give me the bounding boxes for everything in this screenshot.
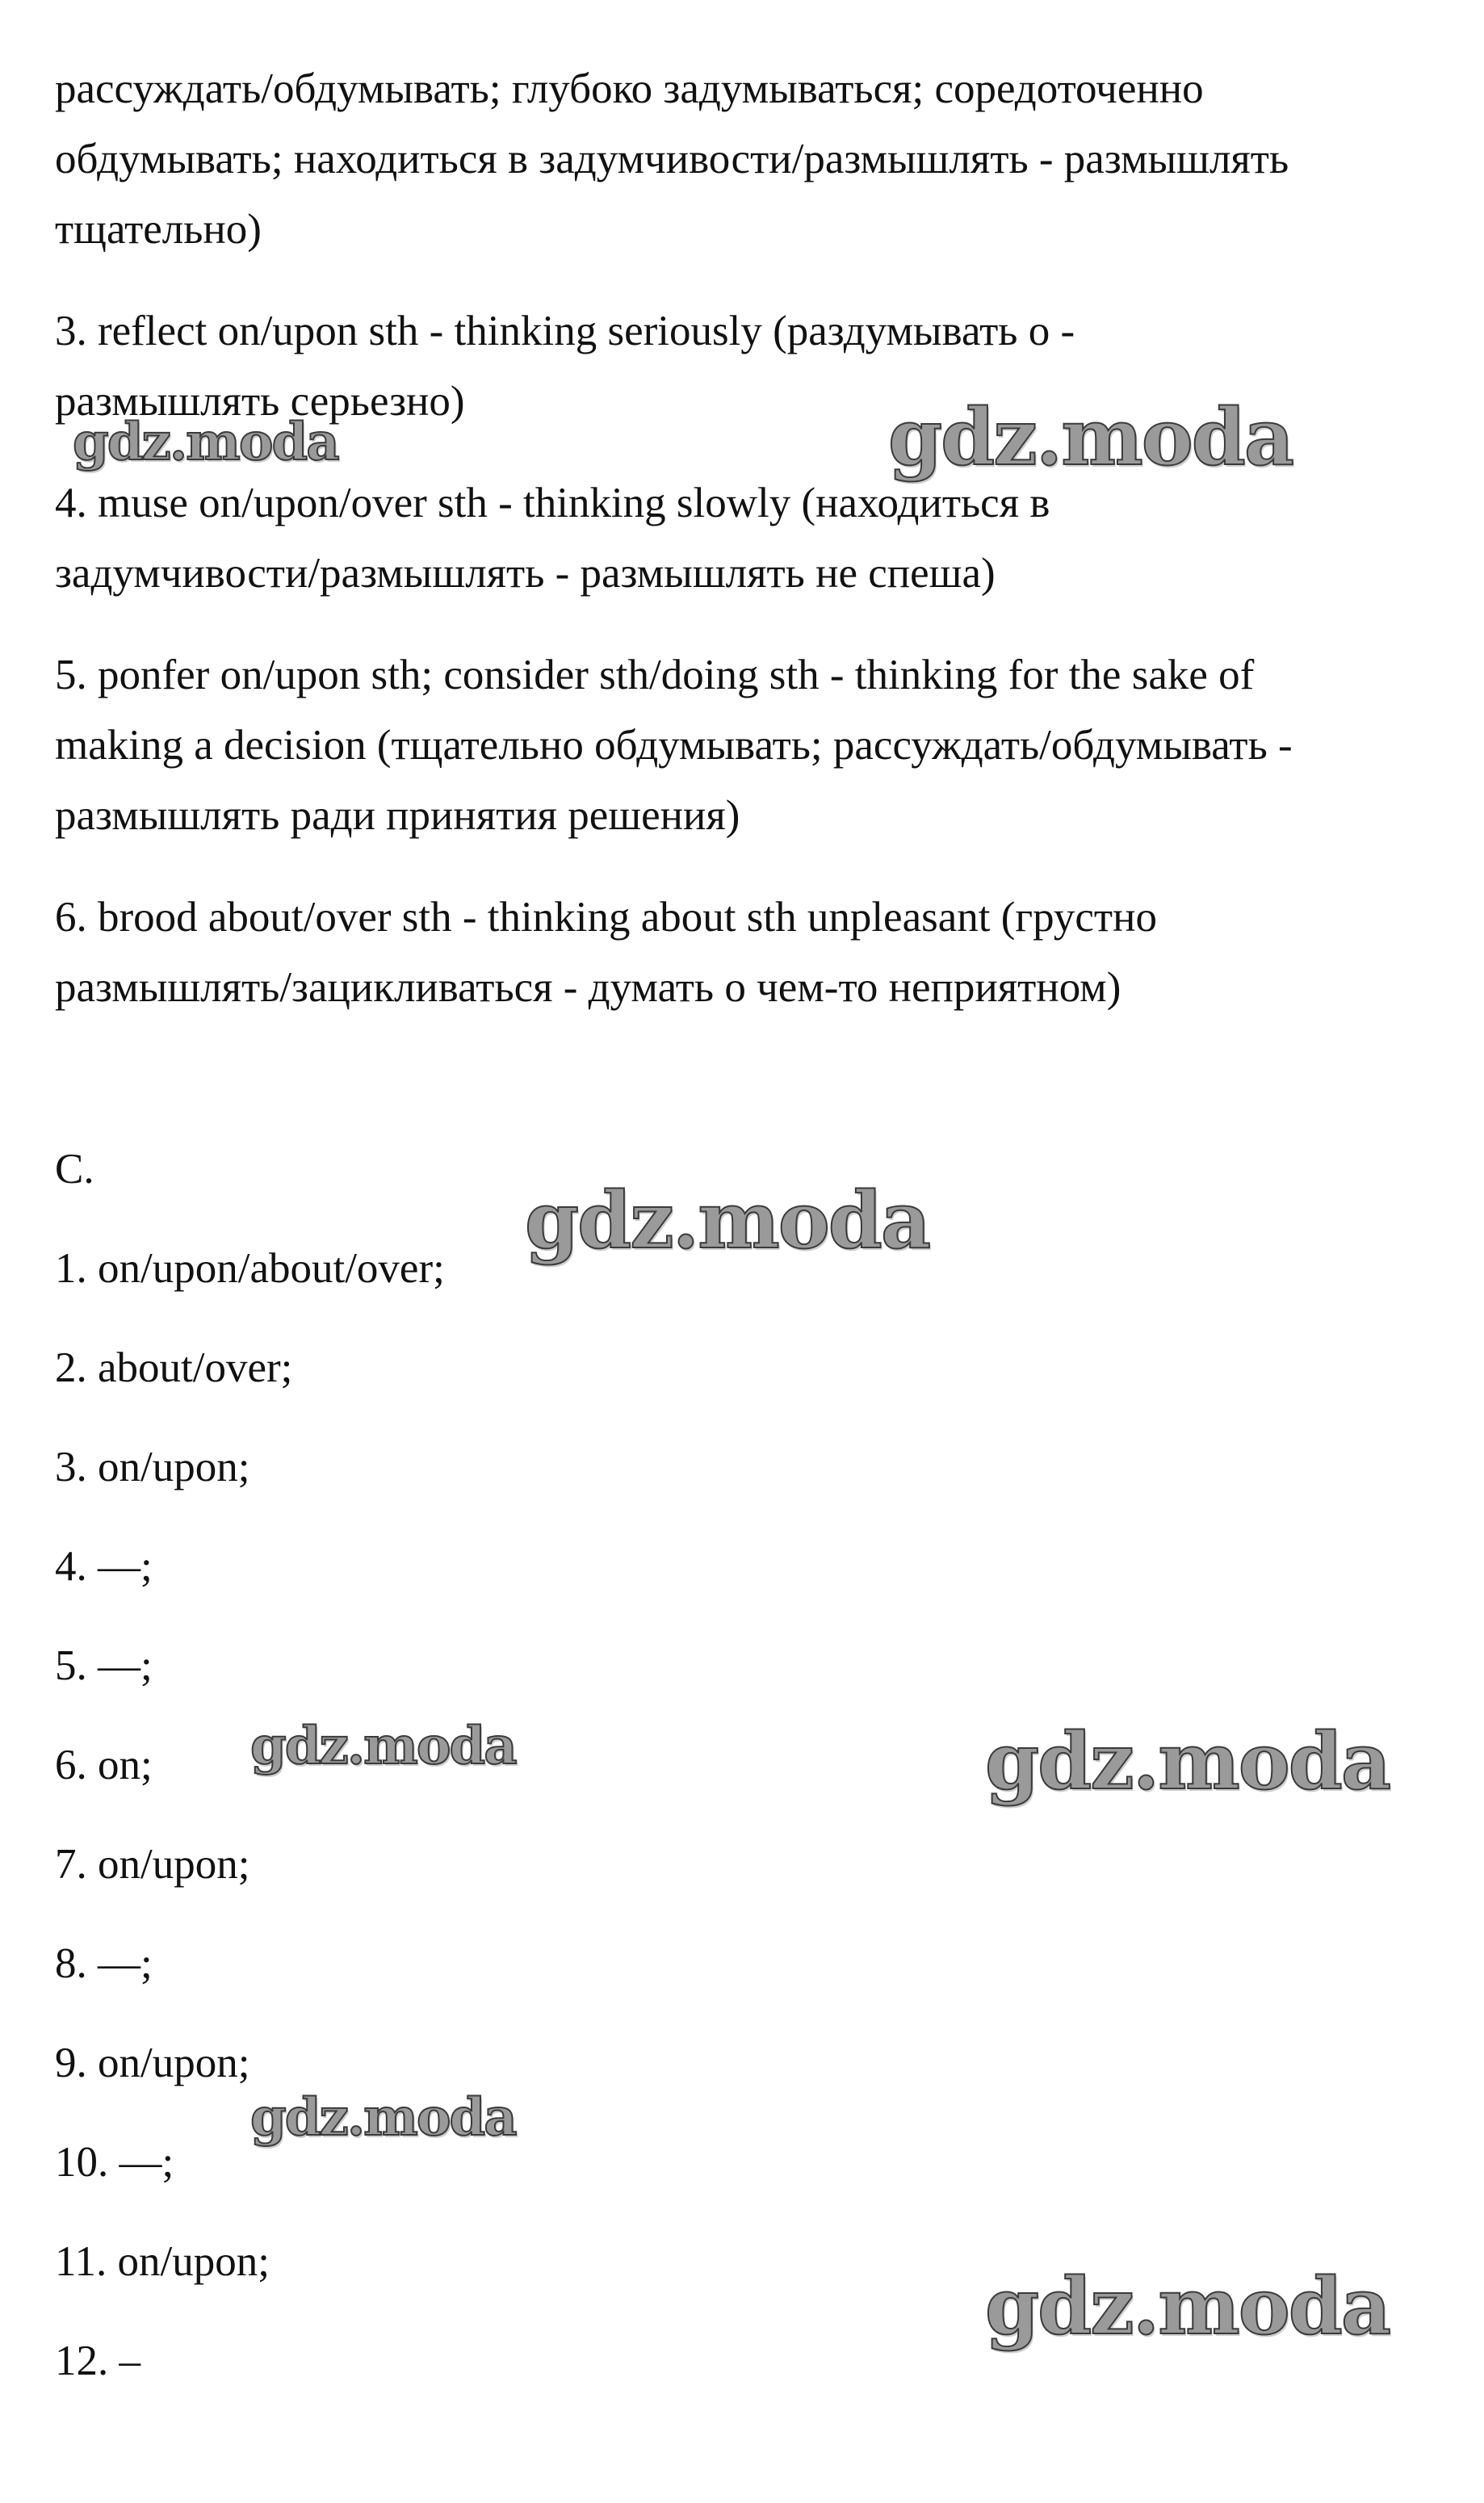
answer-item: 12. – [55,2337,140,2384]
watermark-logo: gdz.moda [985,1716,1390,1807]
answer-item: 3. on/upon; [55,1444,250,1490]
answer-item: 10. —; [55,2139,174,2186]
paragraph-line: задумчивости/размышлять - размышлять не спеша) [55,550,996,597]
answer-item: 1. on/upon/about/over; [55,1245,445,1292]
watermark-logo: gdz.moda [985,2261,1390,2352]
answer-item: 5. —; [55,1642,153,1689]
answer-item: 4. —; [55,1543,153,1590]
watermark-logo: gdz.moda [888,392,1293,483]
watermark-logo: gdz.moda [250,1716,516,1776]
watermark-logo: gdz.moda [525,1175,930,1266]
watermark-logo: gdz.moda [250,2087,516,2148]
answer-item: 2. about/over; [55,1344,293,1391]
paragraph-line: рассуждать/обдумывать; глубоко задумываться; соредоточенно [55,65,1204,112]
paragraph-line: making a decision (тщательно обдумывать; рассуждать/обдумывать - [55,722,1293,769]
paragraph-line: обдумывать; находиться в задумчивости/размышлять - размышлять [55,136,1289,182]
section-heading: C. [55,1146,94,1193]
paragraph-line: 6. brood about/over sth - thinking about sth unpleasant (грустно [55,894,1157,941]
answer-item: 7. on/upon; [55,1841,250,1888]
answer-item: 9. on/upon; [55,2040,250,2086]
watermark-logo: gdz.moda [73,412,338,472]
paragraph-line: размышлять ради принятия решения) [55,792,740,839]
paragraph-line: 5. ponfer on/upon sth; consider sth/doing sth - thinking for the sake of [55,652,1255,698]
paragraph-line: размышлять серьезно) [55,378,465,425]
paragraph-line: 4. muse on/upon/over sth - thinking slowly (находиться в [55,480,1050,526]
answer-item: 6. on; [55,1742,153,1788]
paragraph-line: тщательно) [55,206,262,253]
paragraph-line: размышлять/зацикливаться - думать о чем-то неприятном) [55,964,1121,1011]
answer-item: 8. —; [55,1940,153,1987]
paragraph-line: 3. reflect on/upon sth - thinking seriously (раздумывать о - [55,308,1075,354]
answer-item: 11. on/upon; [55,2238,270,2285]
